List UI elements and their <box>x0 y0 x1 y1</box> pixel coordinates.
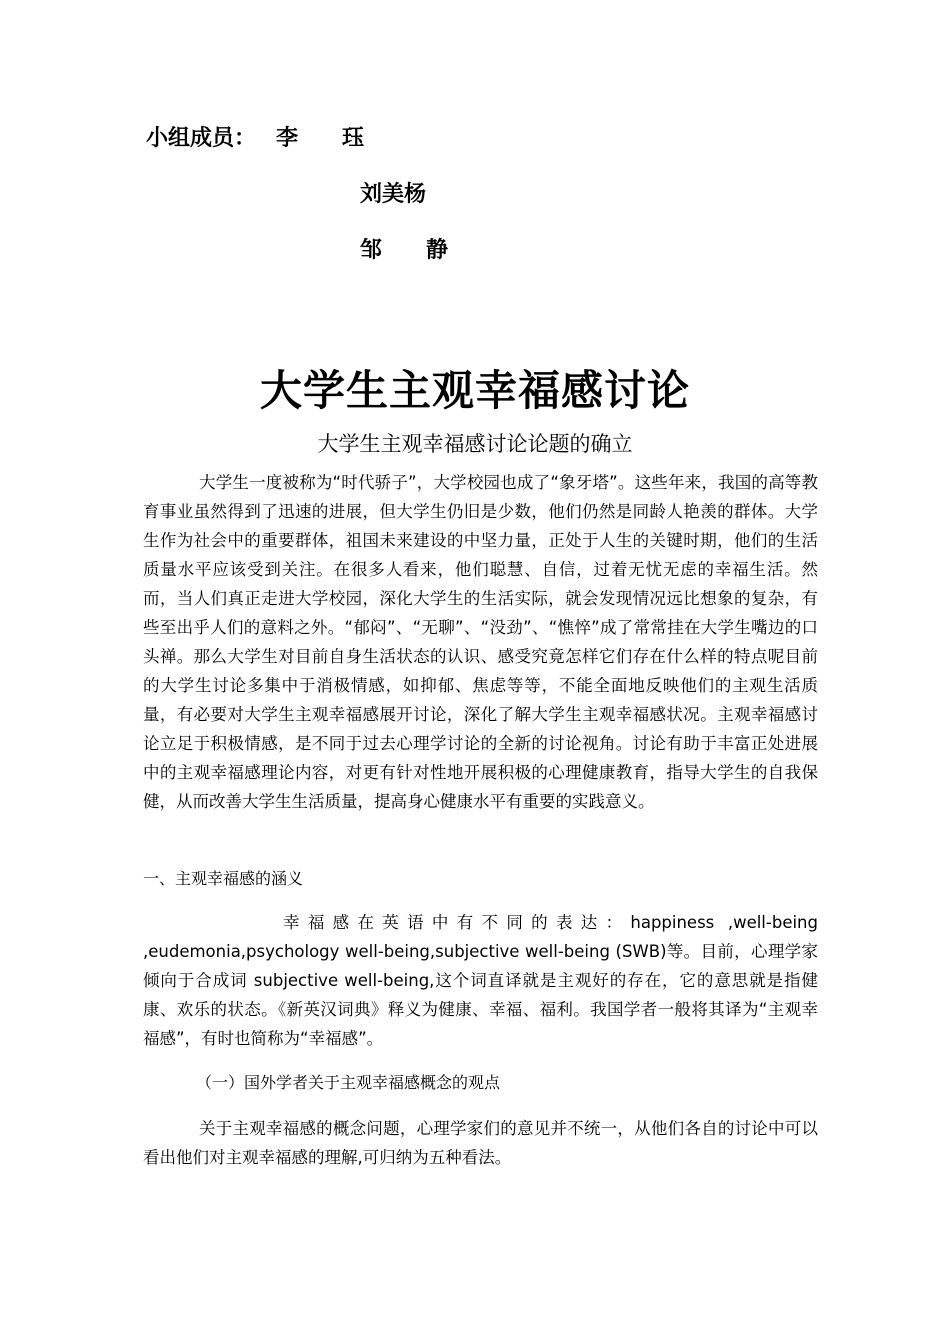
member-name-1: 李珏 <box>276 126 409 151</box>
section-heading-1: 一、主观幸福感的涵义 <box>143 869 304 888</box>
document-title: 大学生主观幸福感讨论 <box>259 366 690 415</box>
members-label: 小组成员： <box>146 126 257 151</box>
member-name-3: 邹静 <box>360 238 493 263</box>
subsection-heading-1: （一）国外学者关于主观幸福感概念的观点 <box>196 1073 501 1092</box>
member-name-2: 刘美杨 <box>360 182 427 207</box>
intro-paragraph: 大学生一度被称为“时代骄子”，大学校园也成了“象牙塔”。这些年来，我国的高等教育事业虽然得到了迅速的进展，但大学生仍旧是少数，他们仍然是同龄人艳羡的群体。大学生作为社会中的重要群体，祖国未来建设的中坚力量，正处于人生的关键时期，他们的生活质量水平应该受到关注。在很多人看来，他们聪慧、自信，过着无忧无虑的幸福生活。然而，当人们真正走进大学校园，深化大学生的生活实际，就会发现情况远比想象的复杂，有些至出乎人们的意料之外。“郁闷”、“无聊”、“没劲”、“憔悴”成了常常挂在大学生嘴边的口头禅。那么大学生对目前自身生活状态的认识、感受究竟怎样它们存在什么样的特点呢目前的大学生讨论多集中于消极情感，如抑郁、焦虑等等，不能全面地反映他们的主观生活质量，有必要对大学生主观幸福感展开讨论，深化了解大学生主观幸福感状况。主观幸福感讨论立足于积极情感，是不同于过去心理学讨论的全新的讨论视角。讨论有助于丰富正处进展中的主观幸福感理论内容，对更有针对性地开展积极的心理健康教育，指导大学生的自我保健，从而改善大学生生活质量，提高身心健康水平有重要的实践意义。 <box>143 473 818 811</box>
document-subtitle: 大学生主观幸福感讨论论题的确立 <box>317 432 633 456</box>
section-1-paragraph: 幸福感在英语中有不同的表达：happiness ,well-being ,eudemonia,psychology well-being,subjective well-being (SWB)等。目前，心理学家倾向于合成词 subjective well-being,这个词直译就是主观好的存在，它的意思就是指健康、欢乐的状态。《新英汉词典》释义为健康、幸福、福利。我国学者一般将其译为“主观幸福感”，有时也简称为“幸福感”。 <box>143 913 818 1048</box>
subsection-1-paragraph: 关于主观幸福感的概念问题，心理学家们的意见并不统一，从他们各自的讨论中可以看出他们对主观幸福感的理解,可归纳为五种看法。 <box>143 1119 818 1167</box>
